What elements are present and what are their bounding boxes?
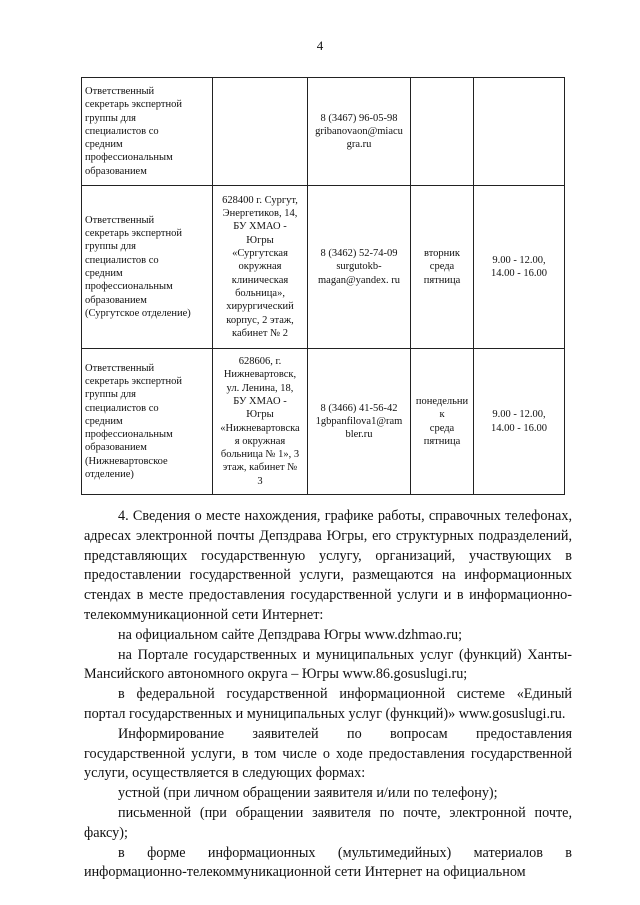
contacts-table	[81, 77, 565, 495]
cell-line: я окружная	[234, 435, 286, 447]
cell-line: 3	[257, 475, 263, 487]
cell-line: Югры	[246, 409, 274, 421]
paragraph: Информирование заявителей по вопросам предоставления государственной услуги, в том числе о ходе предоставления государственной услуги, осуществляется в следующих формах:	[84, 725, 572, 782]
cell-line: клиническая	[231, 274, 289, 286]
table-row	[82, 78, 565, 186]
cell-line: surgutokb-	[336, 261, 382, 273]
cell-line: magan@yandex. ru	[318, 274, 400, 286]
cell-line: профессиональным	[85, 152, 173, 164]
cell-line: секретарь экспертной	[85, 228, 182, 240]
cell-line: Ответственный	[85, 85, 155, 97]
cell-line: средним	[85, 268, 123, 279]
hours-cell	[474, 186, 565, 349]
cell-line: БУ ХМАО -	[233, 395, 287, 407]
address-cell	[213, 78, 308, 186]
cell-line: среда	[429, 422, 455, 434]
cell-line: среда	[429, 261, 455, 273]
cell-line: пятница	[423, 274, 461, 286]
cell-line: (Сургутское отделение)	[85, 307, 191, 319]
cell-line: 1gbpanfilova1@ram	[315, 415, 403, 427]
paragraph: 4. Сведения о месте нахождения, графике работы, справочных телефонах, адресах электронной почты Депздрава Югры, его структурных подразделений, представляющих государственную услугу, организаций, участвующих в предоставлении государственной услуги, размещаются на информационных стендах в месте предоставления государственной услуги и в информационно-телекоммуникационной сети Интернет:	[84, 508, 572, 623]
cell-line: «Сургутская	[232, 248, 288, 259]
body-text	[84, 507, 572, 883]
cell-line: gribanovaon@miacu	[315, 125, 403, 137]
paragraph: на Портале государственных и муниципальных услуг (функций) Ханты-Мансийского автономного округа – Югры www.86.gosuslugi.ru;	[84, 646, 572, 683]
cell-line: больница»,	[235, 287, 285, 299]
cell-line: специалистов со	[85, 254, 159, 266]
contact-cell	[308, 78, 411, 186]
cell-line: пятница	[423, 435, 461, 447]
cell-line: 8 (3466) 41-56-42	[320, 402, 398, 414]
cell-line: отделение)	[85, 469, 134, 481]
cell-line: 14.00 - 16.00	[491, 422, 547, 434]
cell-line: больница № 1», 3	[220, 449, 300, 461]
cell-line: БУ ХМАО -	[233, 221, 287, 233]
paragraph: в федеральной государственной информационной системе «Единый портал государственных и муниципальных услуг (функций)» www.gosuslugi.ru.	[84, 686, 572, 722]
cell-line: средним	[85, 415, 123, 427]
cell-line: bler.ru	[345, 429, 373, 441]
table-row	[82, 349, 565, 495]
cell-line: Нижневартовск,	[223, 369, 297, 381]
cell-line: специалистов со	[85, 402, 159, 414]
cell-line: 9.00 - 12.00,	[492, 254, 546, 266]
days-cell	[411, 78, 474, 186]
position-cell	[82, 78, 213, 186]
page-number: 4	[316, 38, 324, 53]
cell-line: вторник	[424, 248, 460, 259]
cell-line: группы для	[85, 112, 136, 124]
cell-line: 8 (3467) 96-05-98	[320, 112, 398, 124]
cell-line: образованием	[85, 442, 147, 454]
address-cell	[213, 349, 308, 495]
cell-line: этаж, кабинет №	[222, 462, 298, 474]
cell-line: профессиональным	[85, 429, 173, 441]
cell-line: 628606, г.	[238, 355, 282, 367]
cell-line: Югры	[246, 234, 274, 246]
cell-line: окружная	[238, 261, 282, 273]
contact-cell	[308, 186, 411, 349]
cell-line: «Нижневартовска	[220, 422, 300, 434]
cell-line: образованием	[85, 165, 147, 177]
days-cell	[411, 349, 474, 495]
cell-line: корпус, 2 этаж,	[226, 314, 294, 326]
cell-line: понедельни	[415, 395, 469, 407]
cell-line: gra.ru	[346, 139, 372, 151]
cell-line: Энергетиков, 14,	[222, 208, 298, 220]
cell-line: Ответственный	[85, 214, 155, 226]
days-cell	[411, 186, 474, 349]
cell-line: секретарь экспертной	[85, 375, 182, 387]
table-row	[82, 186, 565, 349]
cell-line: специалистов со	[85, 125, 159, 137]
paragraph: на официальном сайте Депздрава Югры www.dzhmao.ru;	[118, 626, 463, 643]
cell-line: (Нижневартовское	[85, 455, 168, 467]
cell-line: группы для	[85, 389, 136, 401]
address-cell	[213, 186, 308, 349]
contact-cell	[308, 349, 411, 495]
cell-line: ул. Ленина, 18,	[226, 382, 294, 394]
cell-line: хирургический	[226, 301, 294, 313]
paragraph: письменной (при обращении заявителя по почте, электронной почте, факсу);	[84, 804, 572, 841]
position-cell	[82, 186, 213, 349]
cell-line: секретарь экспертной	[85, 99, 182, 111]
position-cell	[82, 349, 213, 495]
cell-line: кабинет № 2	[232, 327, 288, 339]
cell-line: профессиональным	[85, 281, 173, 293]
paragraph: в форме информационных (мультимедийных) материалов в информационно-телекоммуникационной сети Интернет на официальном	[84, 844, 572, 881]
cell-line: 14.00 - 16.00	[491, 268, 547, 279]
cell-line: 628400 г. Сургут,	[222, 194, 298, 206]
cell-line: Ответственный	[85, 362, 155, 374]
cell-line: к	[439, 409, 445, 421]
cell-line: группы для	[85, 241, 136, 253]
cell-line: образованием	[85, 294, 147, 306]
paragraph: устной (при личном обращении заявителя и/или по телефону);	[118, 785, 498, 802]
hours-cell	[474, 78, 565, 186]
cell-line: средним	[85, 139, 123, 151]
hours-cell	[474, 349, 565, 495]
cell-line: 8 (3462) 52-74-09	[320, 248, 398, 259]
cell-line: 9.00 - 12.00,	[492, 409, 546, 421]
